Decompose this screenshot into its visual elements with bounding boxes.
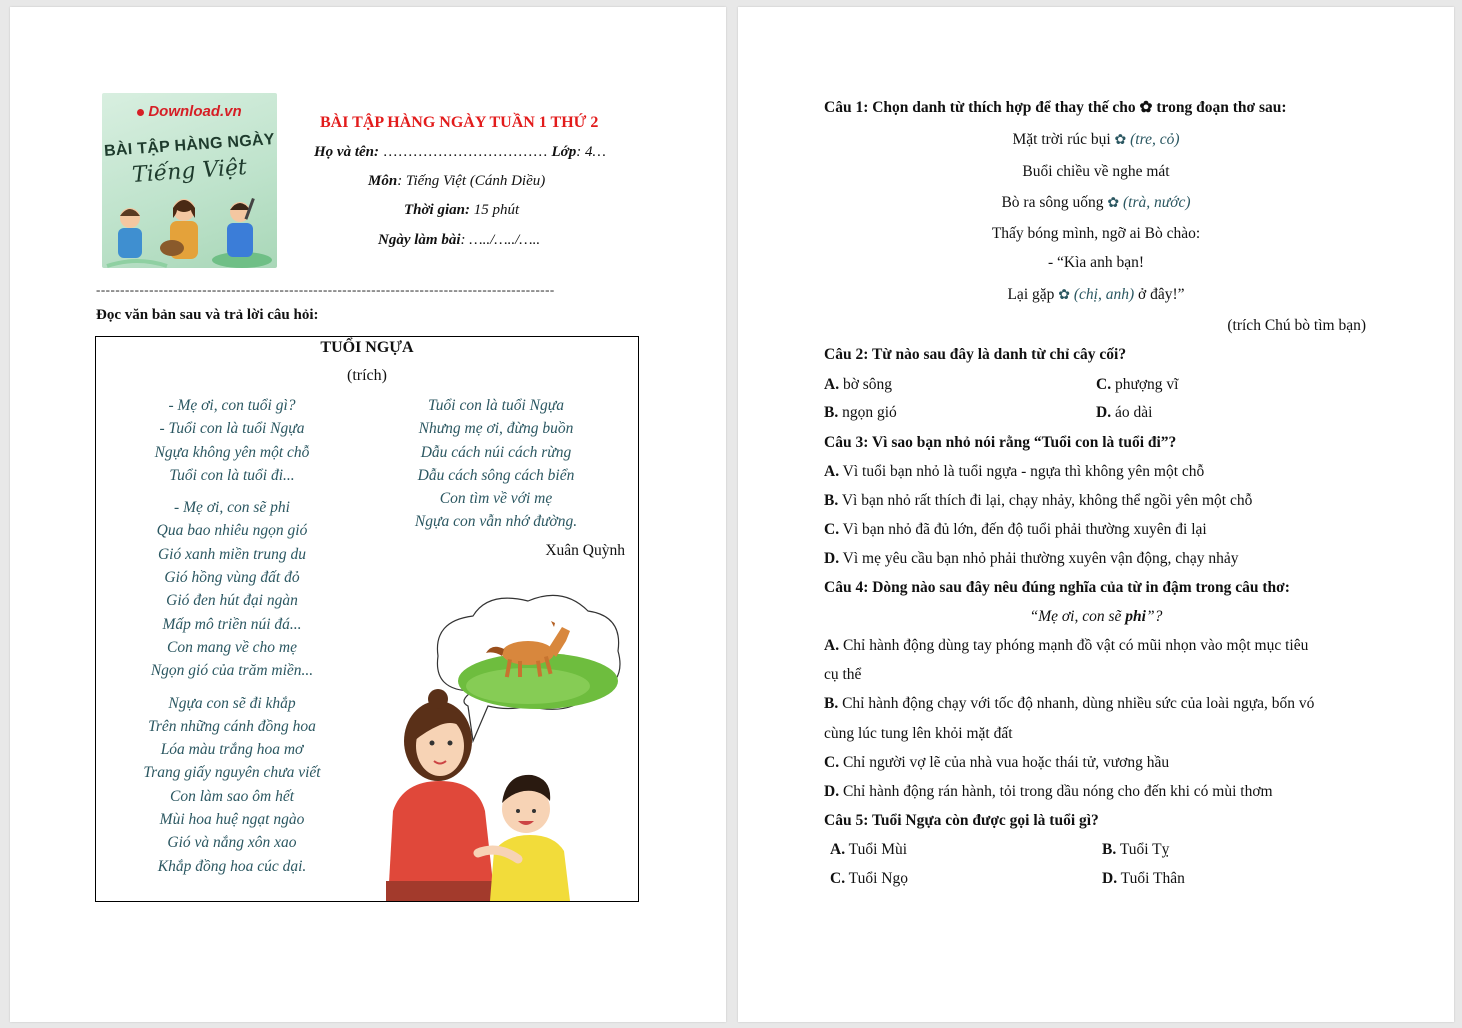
poem-title: TUỔI NGỰA bbox=[320, 339, 414, 356]
flower-icon: ✿ bbox=[1107, 196, 1120, 211]
class-value: : 4… bbox=[576, 144, 606, 160]
subject-line bbox=[368, 173, 545, 190]
poem-line: - Mẹ ơi, con sẽ phi bbox=[174, 499, 290, 517]
q2-option-c[interactable]: C. phượng vĩ bbox=[1096, 376, 1179, 393]
right-page bbox=[738, 7, 1454, 1022]
verse-line-2: Buổi chiều về nghe mát bbox=[1022, 163, 1170, 180]
poem-line: Mùi hoa huệ ngạt ngào bbox=[159, 811, 305, 829]
verse-hint: (trà, nước) bbox=[1123, 194, 1191, 211]
class-label: Lớp bbox=[551, 144, 577, 160]
q3-option-a[interactable]: A. Vì tuổi bạn nhỏ là tuổi ngựa - ngựa thì không yên một chỗ bbox=[824, 463, 1205, 480]
poem-line: Trang giấy nguyên chưa viết bbox=[143, 764, 321, 782]
q4-option-b-cont: cùng lúc tung lên khỏi mặt đất bbox=[824, 725, 1013, 742]
poem-line: Gió và nắng xôn xao bbox=[167, 834, 297, 852]
poem-line: Qua bao nhiêu ngọn gió bbox=[156, 522, 308, 540]
question-2-heading: Câu 2: Từ nào sau đây là danh từ chỉ cây cối? bbox=[824, 346, 1127, 363]
children-illustration-icon bbox=[102, 188, 277, 268]
q3-option-b[interactable]: B. Vì bạn nhỏ rất thích đi lại, chạy nhảy, không thể ngồi yên một chỗ bbox=[824, 492, 1253, 509]
worksheet-title: BÀI TẬP HÀNG NGÀY TUẦN 1 THỨ 2 bbox=[320, 114, 599, 131]
verse-line-5: - “Kìa anh bạn! bbox=[1048, 254, 1144, 271]
date-line bbox=[378, 232, 540, 249]
poem-line: - Mẹ ơi, con tuổi gì? bbox=[168, 397, 296, 414]
poem-line: Ngựa không yên một chỗ bbox=[154, 443, 310, 461]
time-value: 15 phút bbox=[469, 202, 520, 218]
verse-line-4: Thấy bóng mình, ngỡ ai Bò chào: bbox=[991, 225, 1201, 242]
question-1-label: Câu 1: bbox=[824, 99, 869, 116]
poem-line: - Tuổi con là tuổi Ngựa bbox=[159, 420, 305, 438]
poem-line: Ngọn gió của trăm miền... bbox=[150, 662, 314, 680]
subject-label: Môn bbox=[368, 173, 398, 189]
poem-line: Dẫu cách sông cách biển bbox=[417, 466, 575, 484]
poem-line: Lóa màu trắng hoa mơ bbox=[160, 741, 304, 759]
question-4-heading: Câu 4: Dòng nào sau đây nêu đúng nghĩa của từ in đậm trong câu thơ: bbox=[824, 579, 1290, 596]
question-3-heading: Câu 3: Vì sao bạn nhỏ nói rằng “Tuổi con là tuổi đi”? bbox=[824, 434, 1177, 451]
q2-option-b[interactable]: B. ngọn gió bbox=[824, 404, 897, 421]
time-label: Thời gian: bbox=[404, 202, 470, 218]
verse-line-6: Lại gặp ✿ (chị, anh) ở đây!” bbox=[1007, 286, 1185, 303]
poem-box bbox=[95, 336, 639, 902]
name-label: Họ và tên: bbox=[314, 144, 379, 160]
logo-dot-icon bbox=[137, 109, 144, 116]
logo-brand: Download.vn bbox=[148, 103, 242, 120]
q4-option-d[interactable]: D. Chỉ hành động rán hành, tỏi trong dầu nóng cho đến khi có mùi thơm bbox=[824, 783, 1273, 800]
q5-option-b[interactable]: B. Tuổi Tỵ bbox=[1102, 841, 1170, 858]
subject-value: : Tiếng Việt (Cánh Diều) bbox=[397, 173, 546, 189]
verse-hint: (chị, anh) bbox=[1073, 286, 1135, 303]
poem-line: Tuổi con là tuổi đi... bbox=[169, 466, 295, 484]
q5-option-c[interactable]: C. Tuổi Ngọ bbox=[830, 870, 908, 887]
verse-source: (trích Chú bò tìm bạn) bbox=[1227, 317, 1366, 334]
flower-icon: ✿ bbox=[1058, 288, 1070, 303]
poem-line: Ngựa con vẫn nhớ đường. bbox=[414, 513, 578, 531]
q2-option-a[interactable]: A. bờ sông bbox=[824, 376, 893, 393]
poem-line: Nhưng mẹ ơi, đừng buồn bbox=[418, 420, 574, 438]
logo-line2: Tiếng Việt bbox=[131, 155, 248, 188]
q4-bold-word: phi bbox=[1125, 608, 1146, 625]
q3-option-d[interactable]: D. Vì mẹ yêu cầu bạn nhỏ phải thường xuyên vận động, chạy nhảy bbox=[824, 550, 1239, 567]
reading-instruction: Đọc văn bản sau và trả lời câu hỏi: bbox=[96, 307, 319, 323]
poem-line: Ngựa con sẽ đi khắp bbox=[168, 694, 296, 712]
poem-line: Khắp đồng hoa cúc dại. bbox=[157, 857, 307, 875]
poem-line: Dẫu cách núi cách rừng bbox=[420, 443, 572, 461]
poem-line: Gió hồng vùng đất đỏ bbox=[164, 569, 300, 587]
poem-author: Xuân Quỳnh bbox=[545, 542, 625, 559]
name-dots: …………………………… bbox=[379, 144, 552, 160]
verse-line-3: Bò ra sông uống ✿ (trà, nước) bbox=[1001, 194, 1191, 211]
student-name-line bbox=[314, 144, 606, 161]
q4-quote: “Mẹ ơi, con sẽ phi”? bbox=[1029, 608, 1163, 625]
poem-subtitle: (trích) bbox=[347, 367, 387, 384]
poem-line: Gió đen hút đại ngàn bbox=[166, 592, 298, 610]
logo bbox=[102, 93, 277, 268]
q5-option-a[interactable]: A. Tuổi Mùi bbox=[830, 841, 908, 858]
logo-line1: BÀI TẬP HÀNG NGÀY bbox=[103, 131, 276, 160]
q4-option-c[interactable]: C. Chỉ người vợ lẽ của nhà vua hoặc thái tử, vương hầu bbox=[824, 754, 1170, 771]
q2-option-d[interactable]: D. áo dài bbox=[1096, 404, 1153, 421]
separator-line: ----------------------------------------------------------------------------------------------- bbox=[96, 282, 555, 297]
q4-option-a-cont: cụ thể bbox=[824, 666, 862, 683]
poem-line: Tuổi con là tuổi Ngựa bbox=[428, 397, 564, 414]
verse-hint: (tre, cỏ) bbox=[1130, 131, 1180, 148]
verse-line-1: Mặt trời rúc bụi ✿ (tre, cỏ) bbox=[1012, 131, 1180, 148]
q3-option-c[interactable]: C. Vì bạn nhỏ đã đủ lớn, đến độ tuổi phải thường xuyên đi lại bbox=[824, 521, 1207, 538]
left-page bbox=[10, 7, 726, 1022]
date-label: Ngày làm bài bbox=[378, 232, 461, 248]
poem-line: Con làm sao ôm hết bbox=[170, 787, 294, 805]
poem-line: Con mang về cho mẹ bbox=[167, 638, 297, 656]
poem-line: Trên những cánh đồng hoa bbox=[148, 717, 316, 735]
poem-line: Con tìm về với mẹ bbox=[439, 490, 553, 508]
poem-line: Mấp mô triền núi đá... bbox=[162, 615, 302, 633]
poem-line: Gió xanh miền trung du bbox=[157, 545, 307, 563]
poem-column-left bbox=[116, 394, 348, 878]
time-line bbox=[404, 202, 519, 219]
poem-column-right bbox=[386, 394, 606, 534]
date-value: : …../…../….. bbox=[460, 232, 541, 248]
question-1-heading bbox=[824, 98, 1287, 117]
flower-icon: ✿ bbox=[1114, 133, 1127, 148]
question-1-text: Chọn danh từ thích hợp để thay thế cho ✿ trong đoạn thơ sau: bbox=[868, 99, 1287, 116]
q5-option-d[interactable]: D. Tuổi Thân bbox=[1102, 870, 1185, 887]
q4-option-a[interactable]: A. Chỉ hành động dùng tay phóng mạnh đồ vật có mũi nhọn vào một mục tiêu bbox=[824, 637, 1309, 654]
question-5-heading: Câu 5: Tuổi Ngựa còn được gọi là tuổi gì? bbox=[824, 812, 1099, 829]
q4-option-b[interactable]: B. Chỉ hành động chạy với tốc độ nhanh, dùng nhiều sức của loài ngựa, bốn vó bbox=[824, 695, 1315, 712]
mother-child-horse-illustration-icon bbox=[378, 591, 638, 901]
